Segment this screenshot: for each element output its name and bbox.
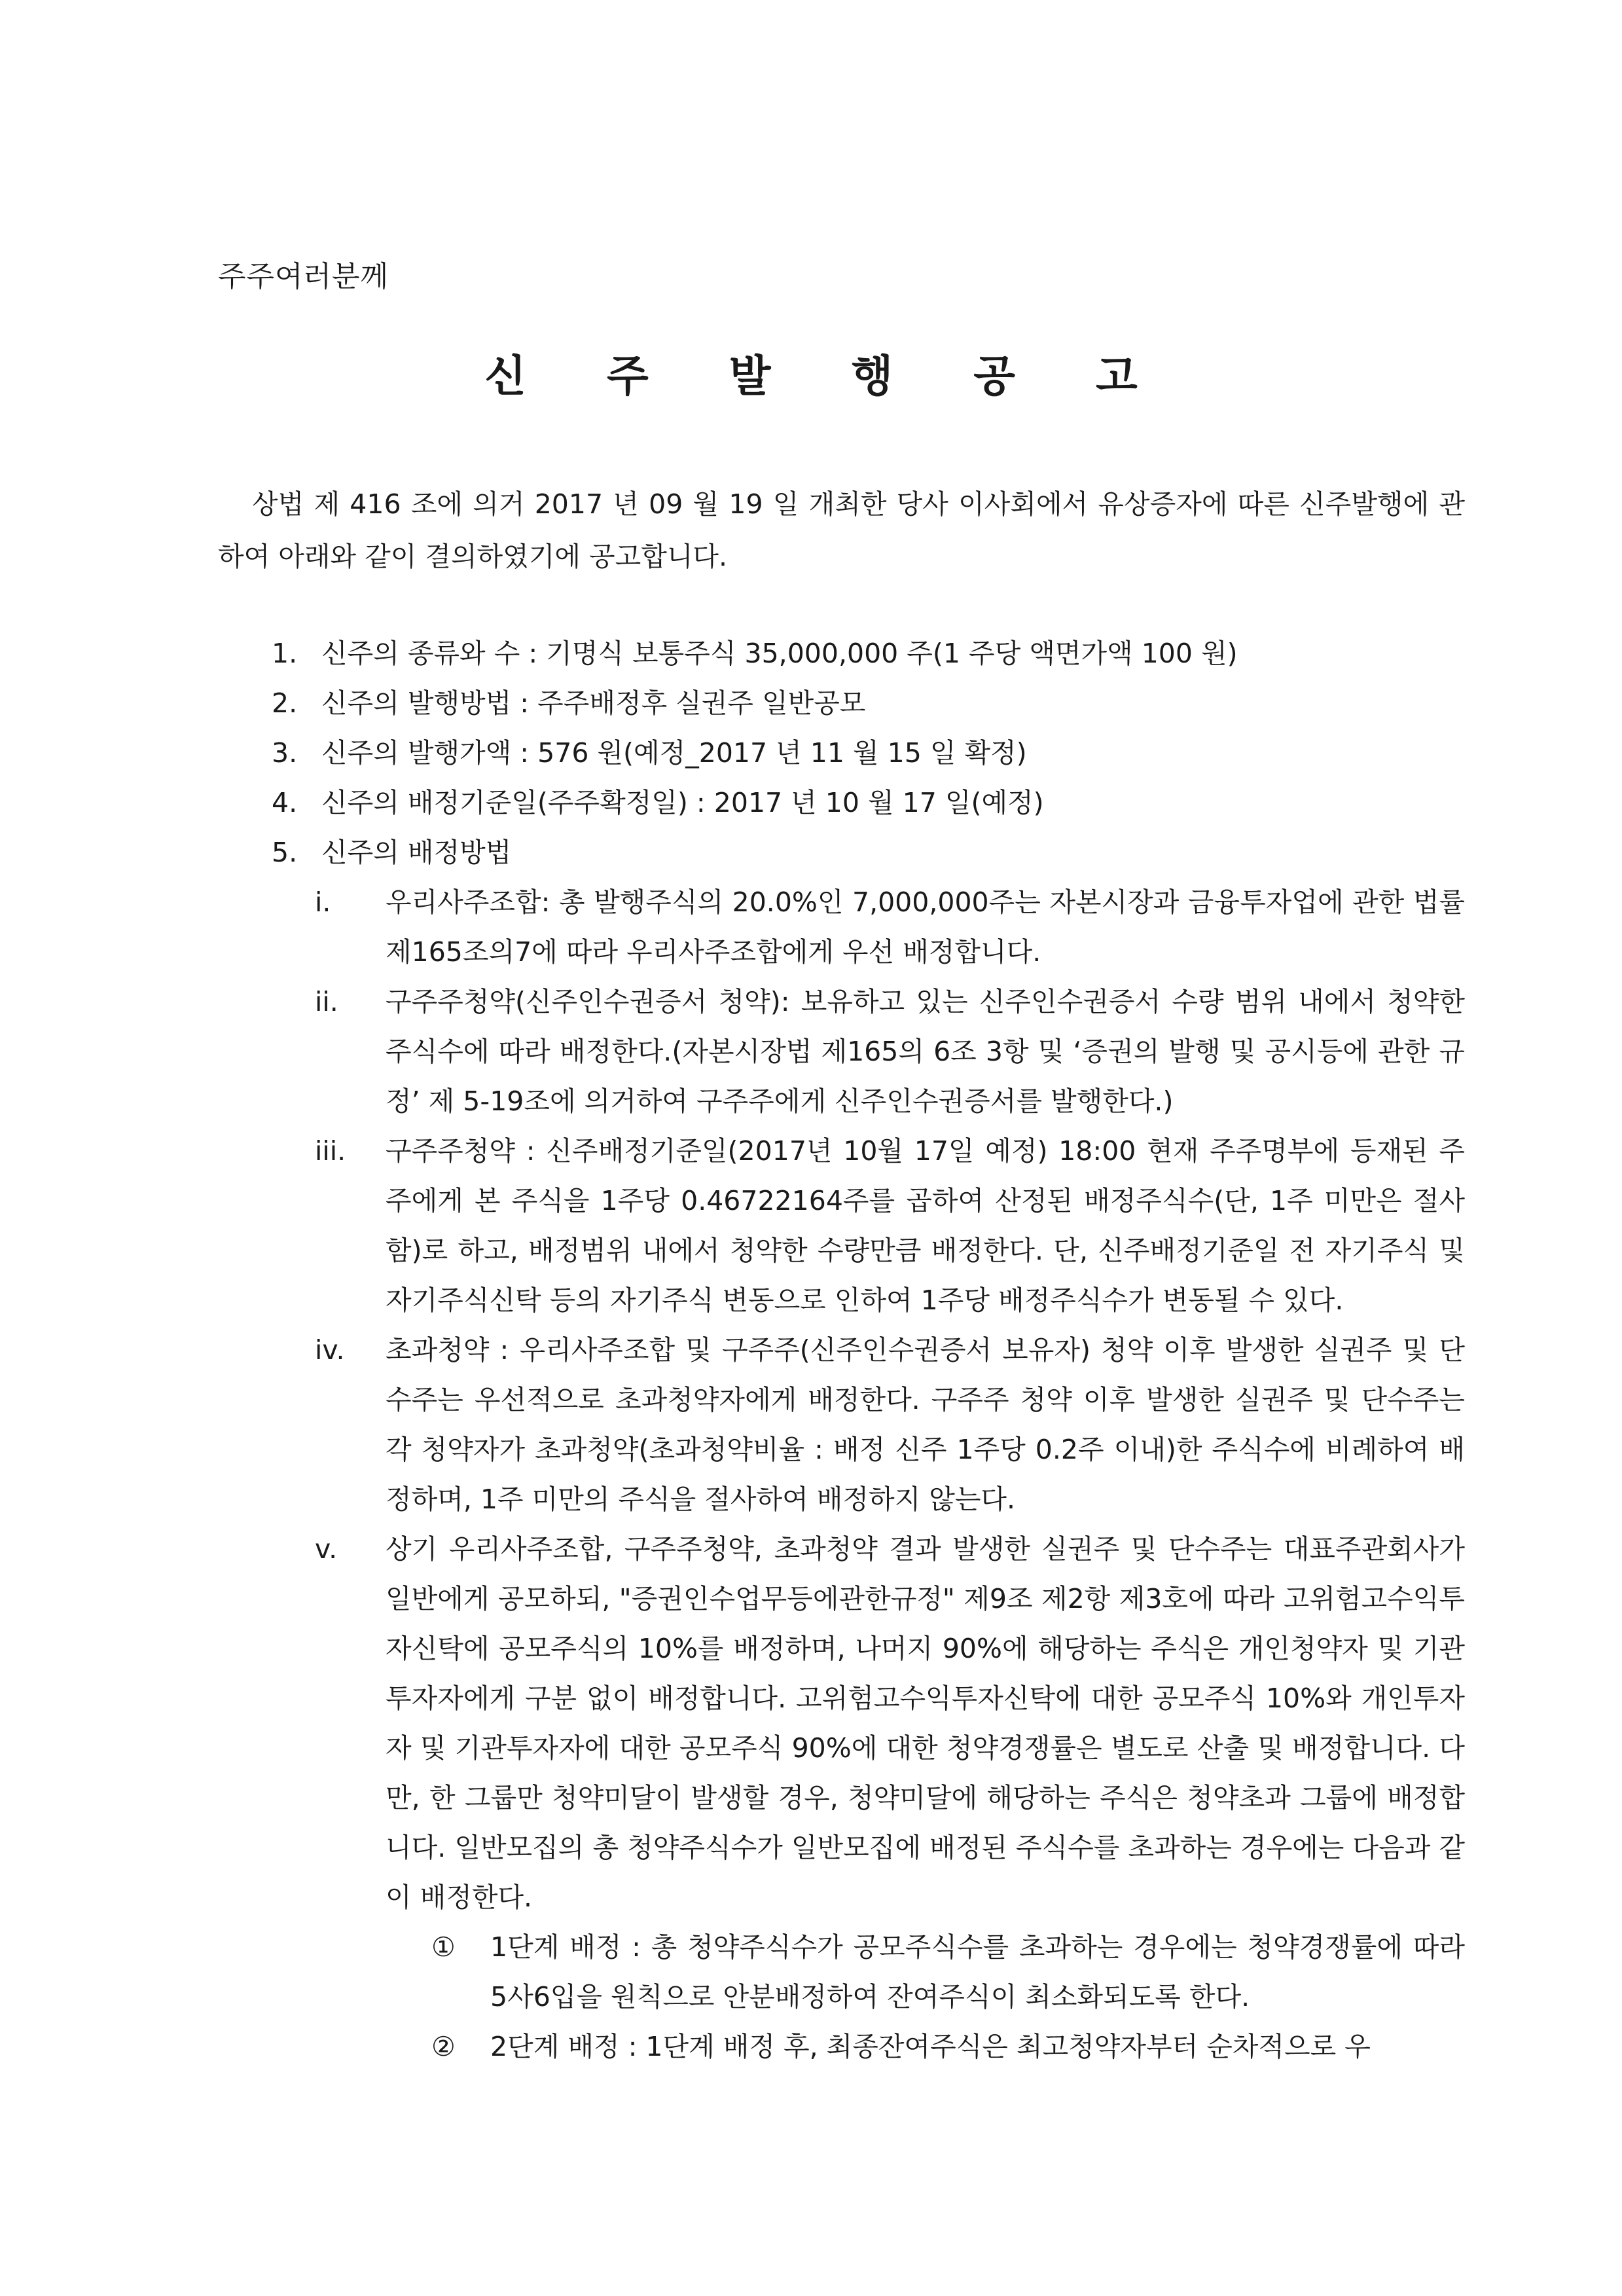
sub-item bbox=[315, 1126, 1465, 1325]
step-text: 1단계 배정 : 총 청약주식수가 공모주식수를 초과하는 경우에는 청약경쟁률에 따라 5사6입을 원칙으로 안분배정하여 잔여주식이 최소화되도록 한다. bbox=[490, 1931, 1465, 2013]
list-item bbox=[218, 629, 1465, 678]
item-text: 신주의 종류와 수 : 기명식 보통주식 35,000,000 주(1 주당 액면가액 100 원) bbox=[321, 638, 1238, 669]
sub-item-numeral: v. bbox=[315, 1533, 338, 1565]
salutation: 주주여러분께 bbox=[218, 260, 389, 293]
list-item bbox=[218, 678, 1465, 728]
allocation-step bbox=[431, 1922, 1465, 2022]
item-number: 4. bbox=[272, 787, 298, 818]
intro-paragraph bbox=[218, 478, 1465, 583]
step-marker: ② bbox=[431, 2031, 456, 2062]
resolution-list bbox=[218, 629, 1465, 2071]
step-marker: ① bbox=[431, 1931, 456, 1963]
sub-item-numeral: iv. bbox=[315, 1334, 345, 1366]
sub-item bbox=[315, 1325, 1465, 1524]
list-item bbox=[218, 828, 1465, 2071]
item-number: 5. bbox=[272, 837, 298, 868]
item-text: 신주의 배정기준일(주주확정일) : 2017 년 10 월 17 일(예정) bbox=[321, 787, 1044, 818]
item-text: 신주의 발행가액 : 576 원(예정_2017 년 11 월 15 일 확정) bbox=[321, 737, 1027, 769]
page-title: 신 주 발 행 공 고 bbox=[484, 351, 1170, 401]
sub-item-text: 우리사주조합: 총 발행주식의 20.0%인 7,000,000주는 자본시장과 금융투자업에 관한 법률 제165조의7에 따라 우리사주조합에게 우선 배정합니다. bbox=[386, 886, 1465, 968]
allocation-method-list bbox=[315, 877, 1465, 2071]
item-number: 2. bbox=[272, 687, 298, 719]
sub-item bbox=[315, 977, 1465, 1126]
intro-text: 상법 제 416 조에 의거 2017 년 09 월 19 일 개최한 당사 이사회에서 유상증자에 따른 신주발행에 관하여 아래와 같이 결의하였기에 공고합니다. bbox=[218, 488, 1465, 572]
sub-item-numeral: iii. bbox=[315, 1135, 346, 1167]
allocation-step bbox=[431, 2022, 1465, 2071]
list-item bbox=[218, 778, 1465, 828]
sub-item bbox=[315, 1524, 1465, 2071]
sub-item bbox=[315, 877, 1465, 977]
step-text: 2단계 배정 : 1단계 배정 후, 최종잔여주식은 최고청약자부터 순차적으로 우 bbox=[490, 2031, 1371, 2062]
sub-item-numeral: ii. bbox=[315, 986, 338, 1017]
item-text: 신주의 발행방법 : 주주배정후 실권주 일반공모 bbox=[321, 687, 866, 719]
sub-item-text: 초과청약 : 우리사주조합 및 구주주(신주인수권증서 보유자) 청약 이후 발생한 실권주 및 단수주는 우선적으로 초과청약자에게 배정한다. 구주주 청약 이후 발생한 실권주 및 단수주는 각 청약자가 초과청약(초과청약비율 : 배정 신주 1주당 0.2주 이내)한 주식수에 비례하여 배정하며, 1주 미만의 주식을 절사하여 배정하지 않는다. bbox=[386, 1334, 1465, 1515]
sub-item-numeral: i. bbox=[315, 886, 331, 918]
item-text: 신주의 배정방법 bbox=[321, 837, 512, 868]
sub-item-text: 구주주청약 : 신주배정기준일(2017년 10월 17일 예정) 18:00 현재 주주명부에 등재된 주주에게 본 주식을 1주당 0.46722164주를 곱하여 산정된 배정주식수(단, 1주 미만은 절사함)로 하고, 배정범위 내에서 청약한 수량만큼 배정한다. 단, 신주배정기준일 전 자기주식 및 자기주식신탁 등의 자기주식 변동으로 인하여 1주당 배정주식수가 변동될 수 있다. bbox=[386, 1135, 1465, 1316]
sub-item-text: 구주주청약(신주인수권증서 청약): 보유하고 있는 신주인수권증서 수량 범위 내에서 청약한 주식수에 따라 배정한다.(자본시장법 제165의 6조 3항 및 ‘증권의 발행 및 공시등에 관한 규정’ 제 5-19조에 의거하여 구주주에게 신주인수권증서를 발행한다.) bbox=[386, 986, 1465, 1117]
item-number: 1. bbox=[272, 638, 298, 669]
item-number: 3. bbox=[272, 737, 298, 769]
list-item bbox=[218, 728, 1465, 778]
sub-item-text: 상기 우리사주조합, 구주주청약, 초과청약 결과 발생한 실권주 및 단수주는 대표주관회사가 일반에게 공모하되, "증권인수업무등에관한규정" 제9조 제2항 제3호에 따라 고위험고수익투자신탁에 공모주식의 10%를 배정하며, 나머지 90%에 해당하는 주식은 개인청약자 및 기관투자자에게 구분 없이 배정합니다. 고위험고수익투자신탁에 대한 공모주식 10%와 개인투자자 및 기관투자자에 대한 공모주식 90%에 대한 청약경쟁률은 별도로 산출 및 배정합니다. 다만, 한 그룹만 청약미달이 발생할 경우, 청약미달에 해당하는 주식은 청약초과 그룹에 배정합니다. 일반모집의 총 청약주식수가 일반모집에 배정된 주식수를 초과하는 경우에는 다음과 같이 배정한다. bbox=[386, 1533, 1465, 1913]
